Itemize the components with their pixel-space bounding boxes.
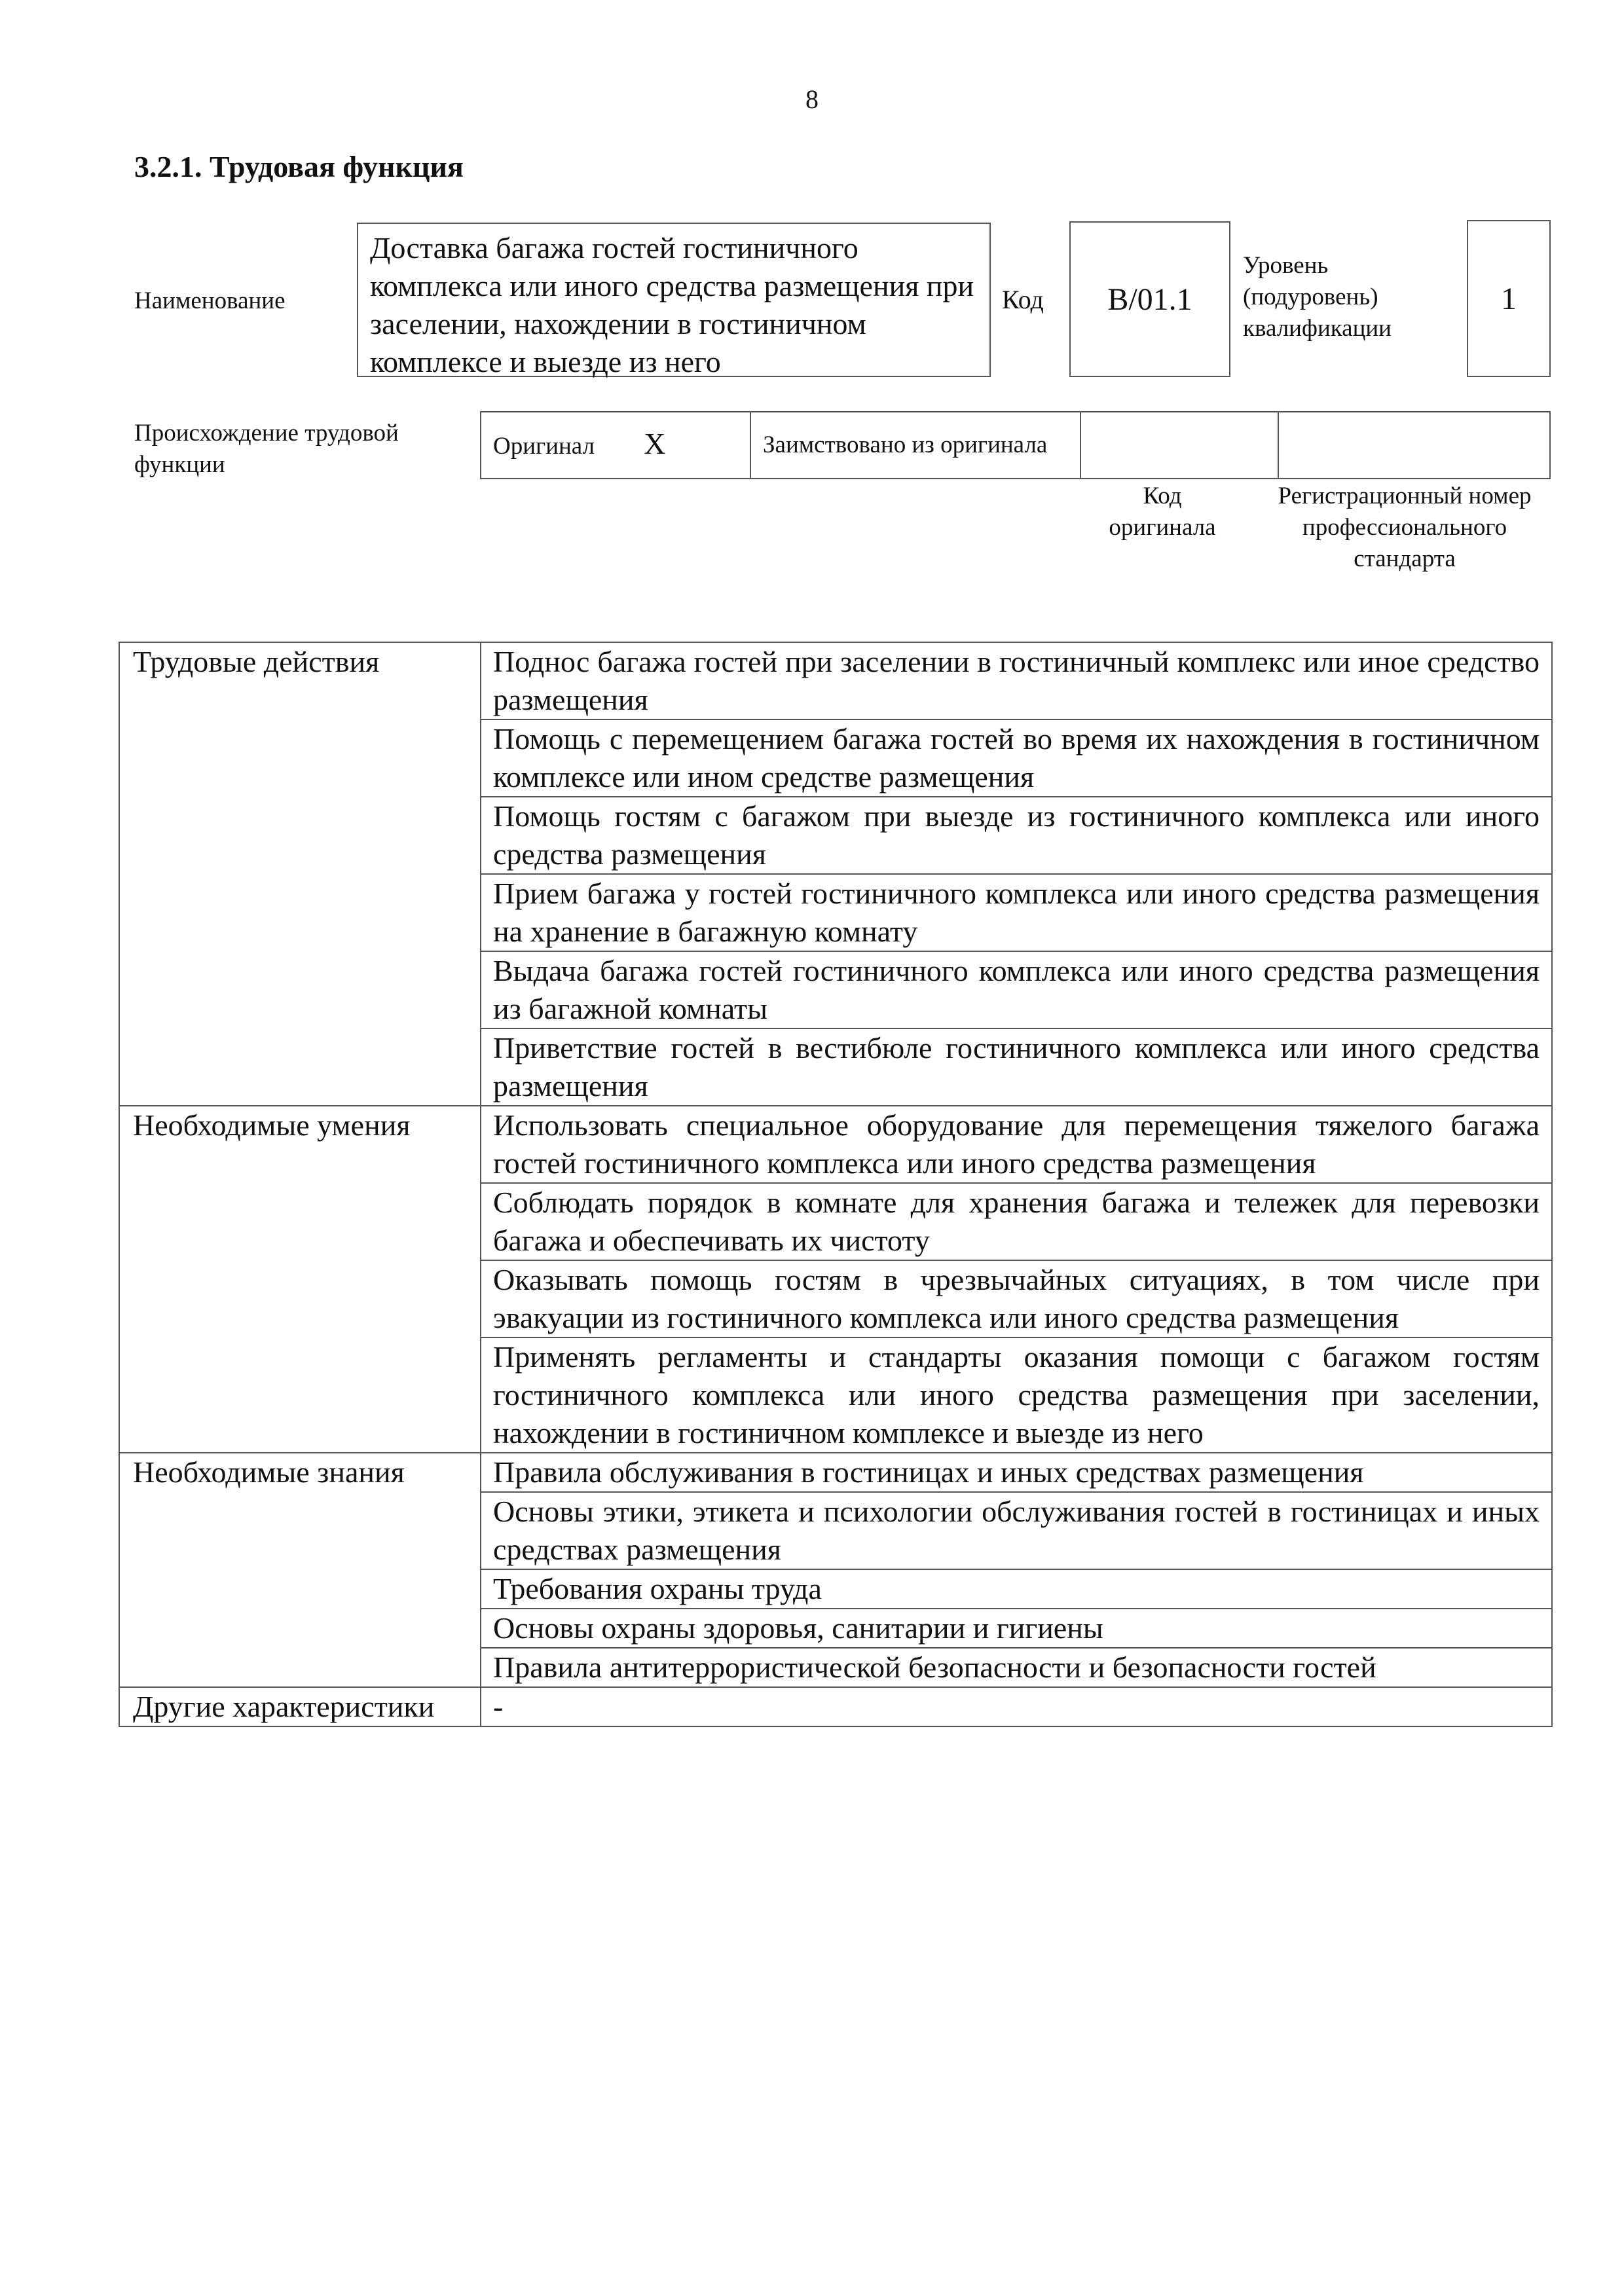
item-cell: Помощь гостям с багажом при выезде из гостиничного комплекса или иного средства размещения: [481, 797, 1552, 874]
item-cell: Соблюдать порядок в комнате для хранения багажа и тележек для перевозки багажа и обеспечивать их чистоту: [481, 1183, 1552, 1260]
item-cell: Оказывать помощь гостям в чрезвычайных ситуациях, в том числе при эвакуации из гостиничного комплекса или иного средства размещения: [481, 1260, 1552, 1338]
category-cell: Необходимые знания: [119, 1453, 481, 1687]
item-cell: Применять регламенты и стандарты оказания помощи с багажом гостям гостиничного комплекса или иного средства размещения при заселении, нахождении в гостиничном комплексе и выезде из него: [481, 1338, 1552, 1453]
item-cell: Помощь с перемещением багажа гостей во время их нахождения в гостиничном комплексе или ином средстве размещения: [481, 720, 1552, 797]
name-label: Наименование: [134, 287, 286, 314]
item-cell: Требования охраны труда: [481, 1569, 1552, 1609]
level-label: Уровень (подуровень) квалификации: [1243, 252, 1392, 342]
origin-label: Происхождение трудовой функции: [134, 420, 399, 478]
table-row: [119, 1687, 1552, 1726]
caption-code: Код оригинала: [1109, 483, 1216, 541]
caption-reg: Регистрационный номер профессионального стандарта: [1278, 483, 1532, 572]
original-code-cell: [1080, 412, 1278, 479]
code-value: B/01.1: [1069, 221, 1230, 377]
item-cell: Основы охраны здоровья, санитарии и гигиены: [481, 1609, 1552, 1648]
table-row: [119, 642, 1552, 720]
name-value: Доставка багажа гостей гостиничного комплекса или иного средства размещения при заселении, нахождении в гостиничном комплексе и выезде из него: [357, 223, 991, 377]
original-cell: [481, 412, 750, 479]
level-value: 1: [1467, 220, 1551, 377]
page-number: 8: [805, 84, 819, 114]
item-cell: Выдача багажа гостей гостиничного комплекса или иного средства размещения из багажной комнаты: [481, 951, 1552, 1029]
item-cell: Приветствие гостей в вестибюле гостиничного комплекса или иного средства размещения: [481, 1029, 1552, 1106]
table-row: [119, 1453, 1552, 1492]
table-row: [119, 1106, 1552, 1183]
original-mark: X: [644, 427, 666, 460]
category-cell: Трудовые действия: [119, 642, 481, 1106]
item-cell: Поднос багажа гостей при заселении в гостиничный комплекс или иное средство размещения: [481, 642, 1552, 720]
item-cell: Основы этики, этикета и психологии обслуживания гостей в гостиницах и иных средствах размещения: [481, 1492, 1552, 1569]
category-cell: Другие характеристики: [119, 1687, 481, 1726]
main-table: [119, 642, 1553, 1727]
origin-table: [480, 411, 1551, 479]
item-cell: Прием багажа у гостей гостиничного комплекса или иного средства размещения на хранение в багажную комнату: [481, 874, 1552, 951]
section-title: 3.2.1. Трудовая функция: [134, 150, 464, 183]
item-cell: -: [481, 1687, 1552, 1726]
item-cell: Правила антитеррористической безопасности и безопасности гостей: [481, 1648, 1552, 1687]
item-cell: Использовать специальное оборудование для перемещения тяжелого багажа гостей гостиничного комплекса или иного средства размещения: [481, 1106, 1552, 1183]
borrowed-label: Заимствовано из оригинала: [750, 412, 1080, 479]
code-label: Код: [1002, 285, 1044, 314]
category-cell: Необходимые умения: [119, 1106, 481, 1453]
original-label: Оригинал: [493, 433, 595, 460]
item-cell: Правила обслуживания в гостиницах и иных средствах размещения: [481, 1453, 1552, 1492]
reg-number-cell: [1278, 412, 1550, 479]
